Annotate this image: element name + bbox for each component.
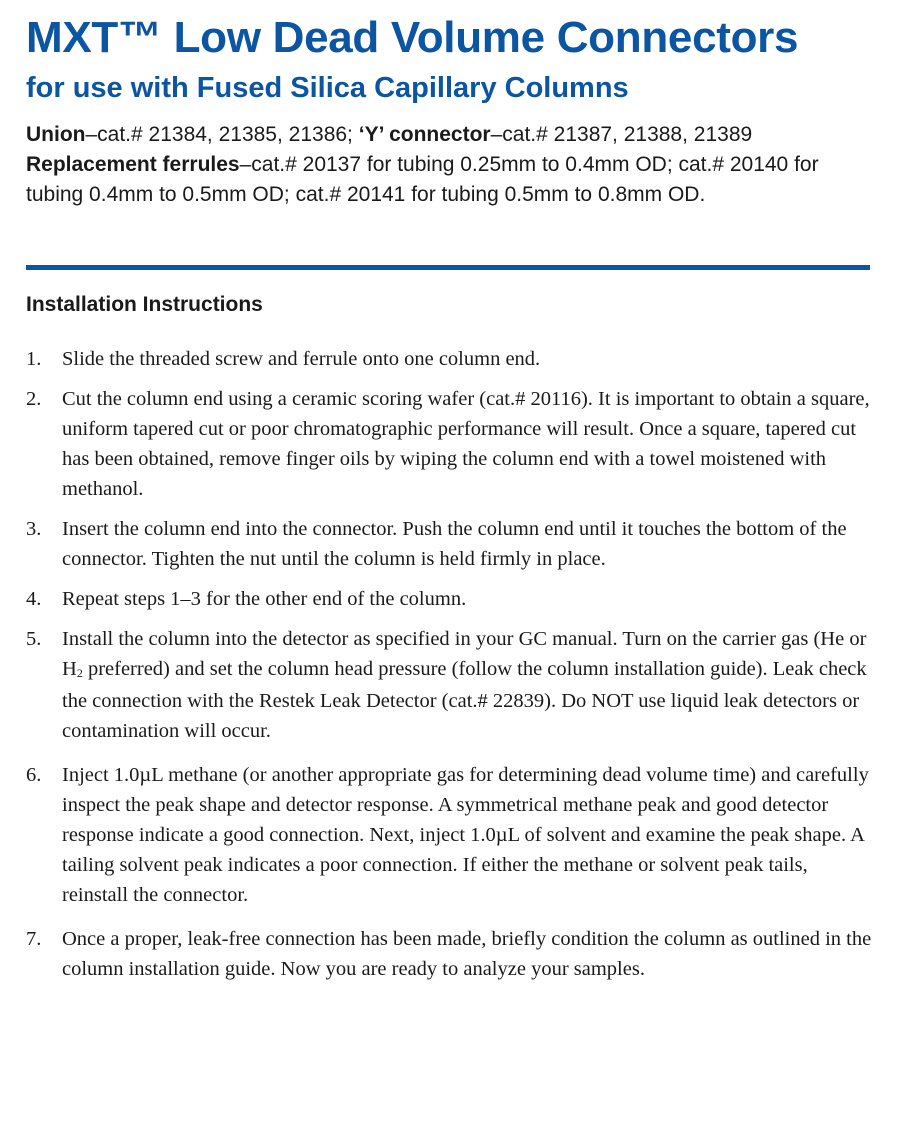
y-connector-label: ‘Y’ connector	[358, 123, 491, 146]
instruction-step	[26, 344, 872, 374]
step-number: 5.	[26, 628, 42, 650]
instruction-list	[26, 344, 872, 994]
step-number: 7.	[26, 928, 42, 950]
step-text	[62, 628, 867, 742]
catalog-numbers	[26, 120, 876, 210]
instruction-step	[26, 760, 872, 910]
instruction-step	[26, 384, 872, 504]
step-text: Inject 1.0µL methane (or another appropriate gas for determining dead volume time) and carefully inspect the peak shape and detector response. A symmetrical methane peak and good detector response indicate a good connection. Next, inject 1.0µL of solvent and examine the peak shape. A tailing solvent peak indicates a poor connection. If either the methane or solvent peak tails, reinstall the connector.	[62, 764, 869, 906]
union-cat-numbers: –cat.# 21384, 21385, 21386;	[85, 123, 359, 146]
y-connector-cat-numbers: –cat.# 21387, 21388, 21389	[490, 123, 753, 146]
union-label: Union	[26, 123, 86, 146]
step-text-part: Install the column into the detector as specified in your GC manual. Turn on the carrier gas (He or H	[62, 628, 867, 680]
step-number: 4.	[26, 588, 42, 610]
step-text: Slide the threaded screw and ferrule onto one column end.	[62, 348, 541, 370]
step-text: Once a proper, leak-free connection has been made, briefly condition the column as outlined in the column installation guide. Now you are ready to analyze your samples.	[62, 928, 872, 980]
step-number: 3.	[26, 518, 42, 540]
hydrogen-subscript: 2	[76, 666, 83, 680]
step-number: 1.	[26, 348, 42, 370]
step-text-part: preferred) and set the column head pressure (follow the column installation guide). Leak check the connection with the Restek Leak Detector (cat.# 22839). Do NOT use liquid leak detectors or contamination will occur.	[62, 658, 867, 742]
instruction-step	[26, 514, 872, 574]
step-number: 2.	[26, 388, 42, 410]
ferrules-label: Replacement ferrules	[26, 153, 240, 176]
page-title: MXT™ Low Dead Volume Connectors	[26, 13, 799, 62]
ferrules-cat-numbers: –cat.# 20137 for tubing 0.25mm to 0.4mm OD; cat.# 20140 for tubing 0.4mm to 0.5mm OD; cat.# 20141 for tubing 0.5mm to 0.8mm OD.	[26, 153, 819, 206]
section-heading: Installation Instructions	[26, 293, 263, 316]
section-divider	[26, 265, 870, 270]
instruction-step	[26, 584, 872, 614]
instruction-step	[26, 924, 872, 984]
step-text: Repeat steps 1–3 for the other end of the column.	[62, 588, 467, 610]
step-text: Insert the column end into the connector. Push the column end until it touches the bottom of the connector. Tighten the nut until the column is held firmly in place.	[62, 518, 847, 570]
page-subtitle: for use with Fused Silica Capillary Columns	[26, 72, 629, 104]
step-number: 6.	[26, 764, 42, 786]
instruction-step	[26, 624, 872, 746]
step-text: Cut the column end using a ceramic scoring wafer (cat.# 20116). It is important to obtain a square, uniform tapered cut or poor chromatographic performance will result. Once a square, tapered cut has been obtained, remove finger oils by wiping the column end with a towel moistened with methanol.	[62, 388, 870, 500]
